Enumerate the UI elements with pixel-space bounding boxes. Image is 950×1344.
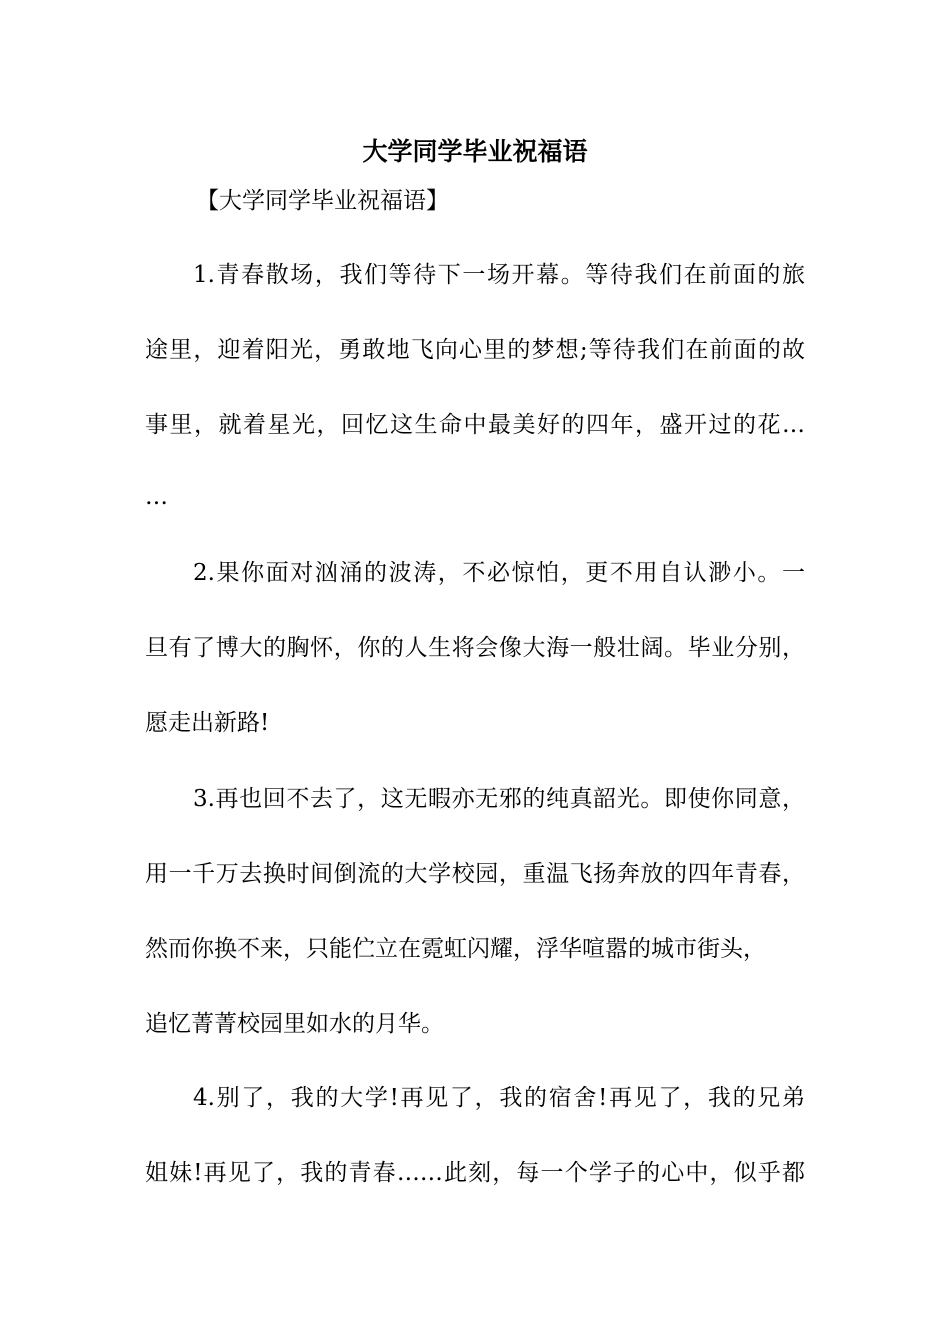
paragraph-3-line-1: 3.再也回不去了，这无暇亦无邪的纯真韶光。即使你同意， (193, 786, 805, 812)
paragraph-4-line-1: 4.别了，我的大学!再见了，我的宿舍!再见了，我的兄弟 (193, 1085, 805, 1111)
paragraph-2-line-1: 2.果你面对汹涌的波涛，不必惊怕，更不用自认渺小。一 (193, 560, 805, 586)
paragraph-4-line-2: 姐妹!再见了，我的青春……此刻，每一个学子的心中，似乎都 (145, 1160, 805, 1186)
document-title: 大学同学毕业祝福语 (362, 137, 588, 166)
paragraph-3-line-4: 追忆菁菁校园里如水的月华。 (145, 1011, 444, 1037)
paragraph-1-line-4: … (145, 484, 168, 510)
paragraph-1-line-2: 途里，迎着阳光，勇敢地飞向心里的梦想;等待我们在前面的故 (145, 337, 805, 363)
paragraph-1-line-3: 事里，就着星光，回忆这生命中最美好的四年，盛开过的花… (145, 412, 805, 438)
subheading: 【大学同学毕业祝福语】 (196, 188, 449, 214)
paragraph-3-line-3: 然而你换不来，只能伫立在霓虹闪耀，浮华喧嚣的城市街头， (145, 936, 766, 962)
paragraph-3-line-2: 用一千万去换时间倒流的大学校园，重温飞扬奔放的四年青春， (145, 861, 805, 887)
paragraph-2-line-3: 愿走出新路! (145, 710, 270, 736)
paragraph-1-line-1: 1.青春散场，我们等待下一场开幕。等待我们在前面的旅 (193, 262, 805, 288)
paragraph-2-line-2: 旦有了博大的胸怀，你的人生将会像大海一般壮阔。毕业分别， (145, 635, 805, 661)
